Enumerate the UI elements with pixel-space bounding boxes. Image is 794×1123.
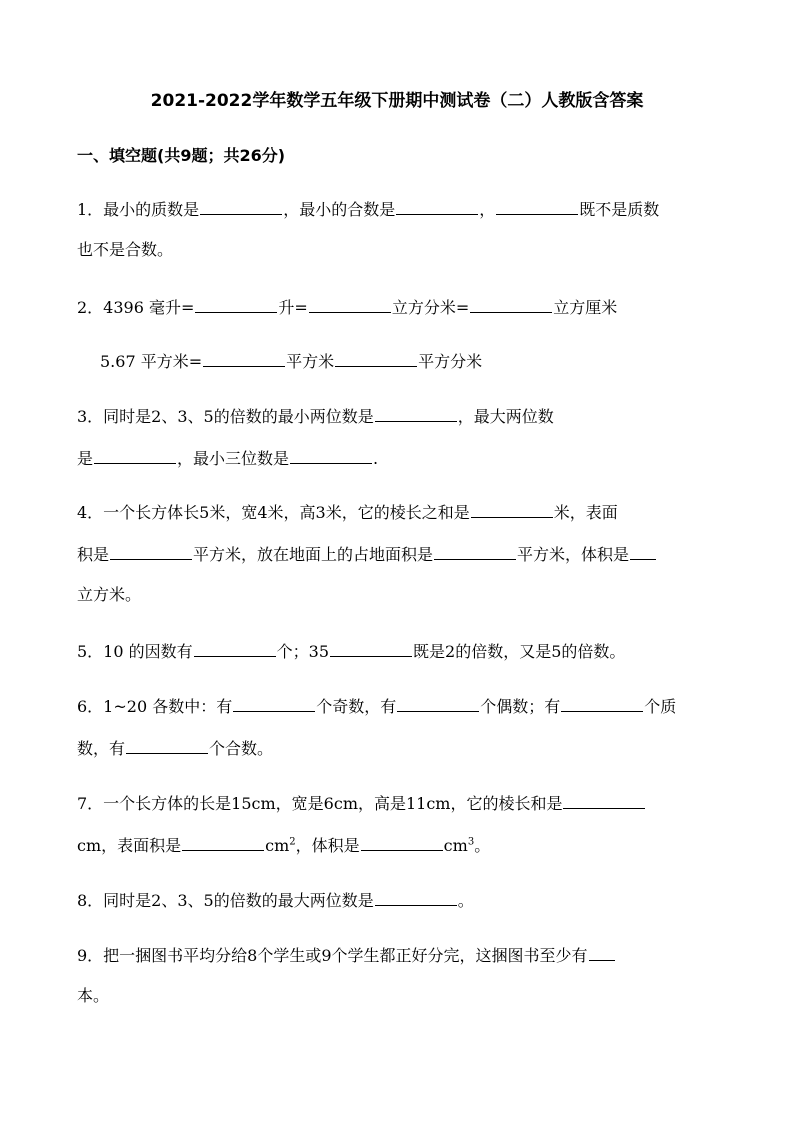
q2-text-a: 2．4396 毫升= [77,298,195,317]
question-2-line-2 [100,350,482,372]
q4-blank-1[interactable] [471,501,553,518]
q8-text-a: 8．同时是2、3、5的倍数的最大两位数是 [77,891,374,910]
q4-text-e: 平方米，体积是 [517,545,630,564]
q7-blank-2[interactable] [182,834,264,851]
q3-text-d: ，最小三位数是 [177,449,290,468]
question-4-line-3 [77,585,141,605]
q1-text-d: 既不是质数 [579,200,660,219]
q7-blank-1[interactable] [563,792,645,809]
q4-text-a: 4．一个长方体长5米，宽4米，高3米，它的棱长之和是 [77,503,470,522]
q3-text-b: ，最大两位数 [457,407,554,426]
question-6-line-1 [77,695,676,717]
q8-text-b: 。 [457,891,474,910]
q7-text-c: cm [265,836,290,855]
q6-text-a: 6．1~20 各数中：有 [77,697,233,716]
q2-text-b: 升= [278,298,308,317]
q6-text-c: 个偶数；有 [480,697,561,716]
q7-blank-3[interactable] [361,834,443,851]
question-1-line-2 [77,240,173,260]
q7-text-f: 。 [474,836,491,855]
q2-blank-4[interactable] [203,350,285,367]
question-7-line-2 [77,834,490,856]
q5-text-c: 既是2的倍数，又是5的倍数。 [413,642,626,661]
q4-text-d: 平方米，放在地面上的占地面积是 [193,545,434,564]
q3-text-e: . [373,449,379,468]
q4-text-b: 米，表面 [553,503,618,522]
q3-text-a: 3．同时是2、3、5的倍数的最小两位数是 [77,407,374,426]
q2-blank-3[interactable] [470,296,552,313]
question-2-line-1 [77,296,617,318]
q5-text-a: 5．10 的因数有 [77,642,193,661]
q5-text-b: 个；35 [276,642,330,661]
question-6-line-2 [77,737,273,759]
q2-text-e: 5.67 平方米= [100,352,203,371]
q6-text-d: 个质 [644,697,677,716]
q3-blank-3[interactable] [290,447,372,464]
q4-text-c: 积是 [77,545,110,564]
q1-blank-3[interactable] [496,198,578,215]
q6-blank-2[interactable] [397,695,479,712]
question-7-line-1 [77,792,646,814]
question-9-line-2 [77,986,109,1006]
q2-blank-1[interactable] [195,296,277,313]
q6-text-b: 个奇数，有 [316,697,397,716]
q1-text-b: ，最小的合数是 [283,200,396,219]
question-4-line-2 [77,543,657,565]
q2-text-c: 立方分米= [391,298,470,317]
q7-superscript-3: 3 [467,836,475,848]
q1-text-c: ， [479,200,496,219]
q6-text-e: 数，有 [77,739,126,758]
q7-superscript-2: 2 [289,836,296,848]
section-title: 一、填空题(共9题；共26分) [77,146,286,165]
q4-blank-2[interactable] [110,543,192,560]
question-3-line-2 [77,447,378,469]
question-8-line-1 [77,889,474,911]
page-title: 2021-2022学年数学五年级下册期中测试卷（二）人教版含答案 [150,91,644,111]
q6-blank-1[interactable] [233,695,315,712]
question-5-line-1 [77,640,625,662]
question-3-line-1 [77,405,554,427]
question-4-line-1 [77,501,618,523]
q1-blank-1[interactable] [200,198,282,215]
q1-text-a: 1．最小的质数是 [77,200,200,219]
q3-blank-2[interactable] [94,447,176,464]
q4-blank-3[interactable] [434,543,516,560]
q9-text-a: 9．把一捆图书平均分给8个学生或9个学生都正好分完，这捆图书至少有 [77,946,588,965]
q6-blank-3[interactable] [561,695,643,712]
q2-blank-2[interactable] [309,296,391,313]
q5-blank-2[interactable] [330,640,412,657]
q2-text-f: 平方米 [286,352,335,371]
q4-blank-4[interactable] [630,543,656,560]
q3-text-c: 是 [77,449,94,468]
question-1-line-1 [77,198,659,220]
q6-blank-4[interactable] [126,737,208,754]
q7-text-d: ，体积是 [295,836,360,855]
q6-text-f: 个合数。 [209,739,274,758]
q1-text-e: 也不是合数。 [77,240,174,259]
q2-text-g: 平方分米 [418,352,483,371]
q1-blank-2[interactable] [396,198,478,215]
q7-text-b: cm，表面积是 [77,836,182,855]
q2-blank-5[interactable] [335,350,417,367]
question-9-line-1 [77,944,616,966]
q8-blank-1[interactable] [375,889,457,906]
q5-blank-1[interactable] [194,640,276,657]
q7-text-a: 7．一个长方体的长是15cm，宽是6cm，高是11cm，它的棱长和是 [77,794,563,813]
q2-text-d: 立方厘米 [553,298,618,317]
q4-text-f: 立方米。 [77,585,142,604]
q7-text-e: cm [443,836,468,855]
q9-text-b: 本。 [77,986,110,1005]
q9-blank-1[interactable] [589,944,615,961]
q3-blank-1[interactable] [375,405,457,422]
